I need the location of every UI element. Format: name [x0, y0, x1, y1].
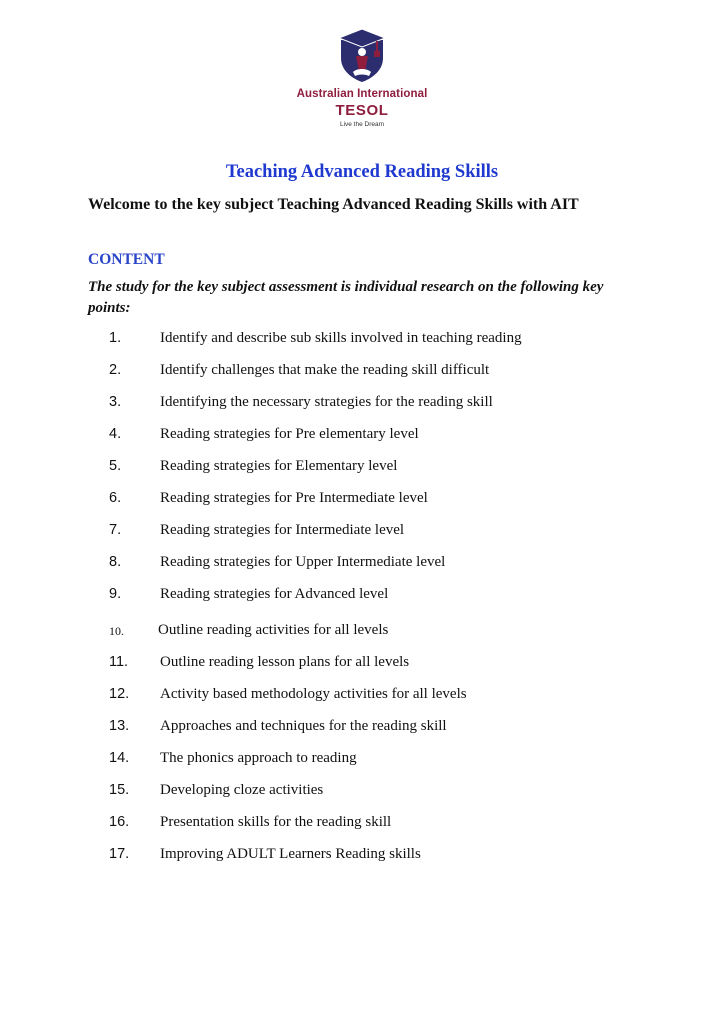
org-name-line2: TESOL [335, 102, 389, 119]
list-item [0, 622, 724, 644]
intro-paragraph: The study for the key subject assessment is individual research on the following key points: [88, 279, 604, 316]
list-item-text: Reading strategies for Advanced level [160, 586, 389, 602]
document-title: Teaching Advanced Reading Skills [225, 162, 499, 182]
section-heading: CONTENT [88, 251, 165, 268]
list-item-text: Reading strategies for Elementary level [160, 458, 398, 474]
list-item-text: Identify and describe sub skills involved in teaching reading [160, 330, 522, 346]
list-item-text: Outline reading activities for all levels [158, 622, 389, 638]
org-name-line1: Australian International [296, 88, 428, 100]
list-item-number: 9. [109, 586, 122, 602]
list-item-text: Activity based methodology activities for all levels [160, 686, 467, 702]
list-item-number: 6. [109, 490, 122, 506]
list-item-number: 11. [109, 654, 129, 670]
list-item-number: 3. [109, 394, 122, 410]
list-item-number: 13. [109, 718, 130, 734]
list-item [0, 330, 724, 352]
list-item-text: Reading strategies for Pre elementary level [160, 426, 419, 442]
list-item [0, 814, 724, 836]
list-item-number: 16. [109, 814, 130, 830]
list-item [0, 686, 724, 708]
list-item-number: 15. [109, 782, 130, 798]
list-item [0, 586, 724, 608]
list-item-number: 17. [109, 846, 130, 862]
list-item [0, 362, 724, 384]
list-item-number: 4. [109, 426, 122, 442]
list-item-number: 1. [109, 330, 122, 346]
list-item-text: Reading strategies for Upper Intermediate level [160, 554, 446, 570]
list-item-text: Developing cloze activities [160, 782, 324, 798]
list-item-number: 7. [109, 522, 122, 538]
graduation-cap-shield-icon [333, 28, 391, 84]
list-item [0, 654, 724, 676]
list-item-text: Identifying the necessary strategies for the reading skill [160, 394, 493, 410]
welcome-line: Welcome to the key subject Teaching Advanced Reading Skills with AIT [88, 196, 579, 213]
list-item-text: Reading strategies for Intermediate level [160, 522, 405, 538]
list-item-text: Outline reading lesson plans for all levels [160, 654, 410, 670]
logo [0, 28, 724, 128]
list-item-number: 8. [109, 554, 122, 570]
list-item-text: Approaches and techniques for the reading skill [160, 718, 447, 734]
list-item-text: Reading strategies for Pre Intermediate level [160, 490, 428, 506]
list-item [0, 458, 724, 480]
list-item-text: Improving ADULT Learners Reading skills [160, 846, 421, 862]
list-item-number: 12. [109, 686, 130, 702]
logo-tagline: Live the Dream [339, 121, 385, 128]
list-item-number: 2. [109, 362, 122, 378]
list-item [0, 846, 724, 868]
list-item-text: The phonics approach to reading [160, 750, 357, 766]
list-item [0, 426, 724, 448]
list-item [0, 554, 724, 576]
list-item [0, 782, 724, 804]
list-item [0, 490, 724, 512]
list-item [0, 394, 724, 416]
list-item-text: Presentation skills for the reading skill [160, 814, 392, 830]
list-item-text: Identify challenges that make the reading skill difficult [160, 362, 490, 378]
list-item [0, 522, 724, 544]
list-item-number: 14. [109, 750, 130, 766]
list-item-number: 10. [109, 624, 124, 638]
list-item-number: 5. [109, 458, 122, 474]
list-item [0, 750, 724, 772]
list-item [0, 718, 724, 740]
